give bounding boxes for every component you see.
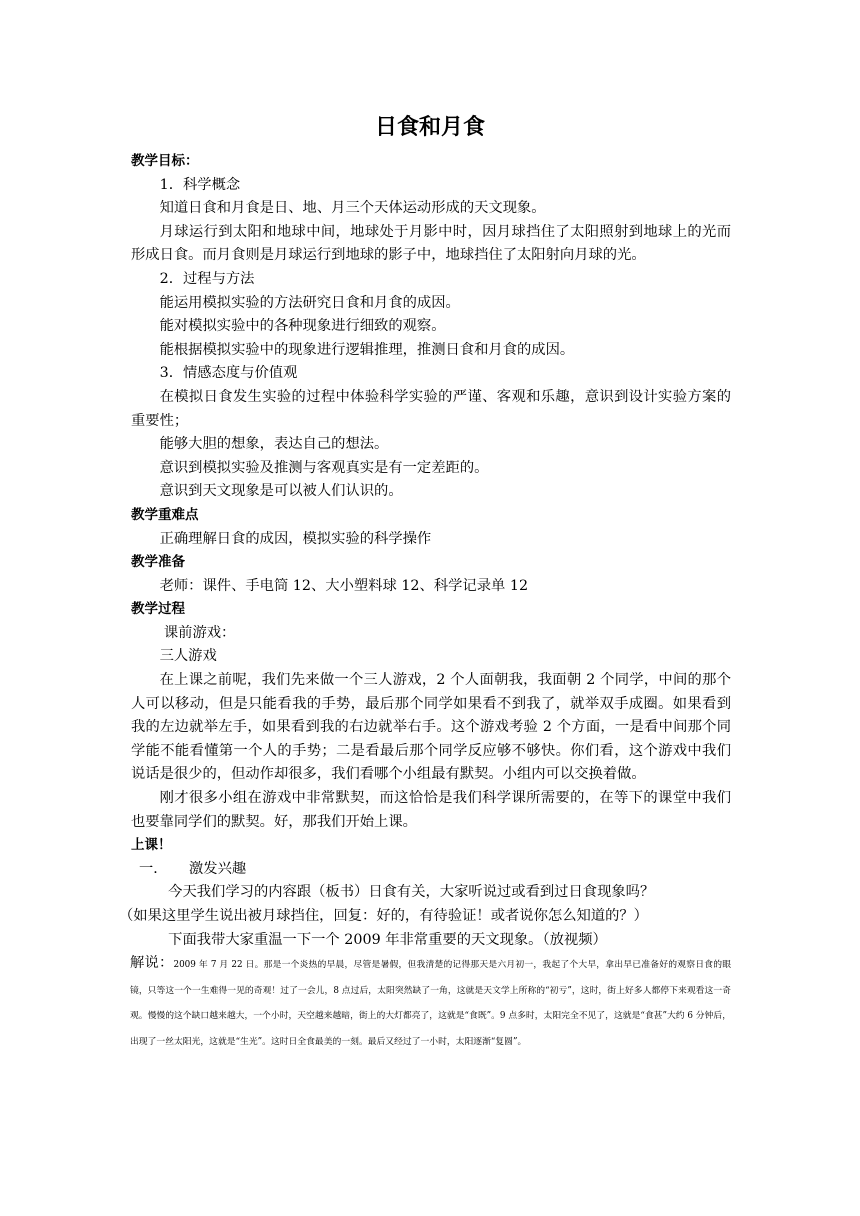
paragraph: 下面我带大家重温一下一个 2009 年非常重要的天文现象。（放视频） (168, 931, 607, 948)
narration (130, 952, 731, 1054)
page-title: 日食和月食 (374, 115, 485, 140)
heading-process: 教学过程 (131, 601, 185, 618)
paragraph: 今天我们学习的内容跟（板书）日食有关，大家听说过或看到过日食现象吗？ (168, 884, 655, 901)
goal3-title: 3．情感态度与价值观 (159, 365, 298, 382)
heading-class-start: 上课！ (131, 837, 172, 854)
paragraph: 能根据模拟实验中的现象进行逻辑推理，推测日食和月食的成因。 (159, 341, 575, 358)
narration-label: 解说： (130, 955, 174, 972)
paragraph: 知道日食和月食是日、地、月三个天体运动形成的天文现象。 (159, 200, 546, 217)
heading-key-points: 教学重难点 (131, 506, 199, 523)
paragraph: 在上课之前呢，我们先来做一个三人游戏，2 个人面朝我，我面朝 2 个同学，中间的那个人可以移动，但是只能看我的手势，最后那个同学如果看不到我了，就举双手成圈。如果看到我的左边就举左手，如果看到我的右边就举右手。这个游戏考验 2 个方面，一是看中间那个同学能不能看懂第一个人的手势；二是看最后那个同学反应够不够快。你们看，这个游戏中我们说话是很少的，但动作却很多，我们看哪个小组最有默契。小组内可以交换着做。 (131, 672, 731, 783)
heading-preparation: 教学准备 (131, 554, 185, 571)
section-one-heading (131, 858, 731, 882)
heading-goals: 教学目标： (131, 153, 199, 169)
paragraph: 在模拟日食发生实验的过程中体验科学实验的严谨、客观和乐趣，意识到设计实验方案的重要性； (131, 388, 731, 429)
document-body (119, 150, 731, 1054)
narration-text: 2009 年 7 月 22 日。那是一个炎热的早晨，尽管是暑假，但我清楚的记得那天是六月初一，我起了个大早，拿出早已准备好的观察日食的眼镜，只等这一个一生难得一见的奇观！过了一会儿，8 点过后，太阳突然缺了一角，这就是天文学上所称的“初亏”，这时，街上好多人都停下来观看这一奇观。慢慢的这个缺口越来越大，一个小时，天空越来越暗，街上的大灯都亮了，这就是“食既”。9 点多时，太阳完全不见了，这就是“食甚”大约 6 分钟后，出现了一丝太阳光，这就是“生光”。这时日全食最美的一刻。最后又经过了一小时，太阳逐渐“复圆”。 (130, 960, 731, 1047)
paragraph: 月球运行到太阳和地球中间，地球处于月影中时，因月球挡住了太阳照射到地球上的光而形成日食。而月食则是月球运行到地球的影子中，地球挡住了太阳射向月球的光。 (131, 223, 731, 264)
paragraph: 刚才很多小组在游戏中非常默契，而这恰恰是我们科学课所需要的，在等下的课堂中我们也要靠同学们的默契。好，那我们开始上课。 (131, 790, 731, 830)
paragraph: 意识到天文现象是可以被人们认识的。 (159, 483, 403, 500)
section-number: 一． (139, 860, 168, 877)
paragraph: 意识到模拟实验及推测与客观真实是有一定差距的。 (159, 459, 489, 476)
paragraph: 正确理解日食的成因，模拟实验的科学操作 (159, 530, 432, 547)
paragraph: 老师：课件、手电筒 12、大小塑料球 12、科学记录单 12 (159, 577, 529, 594)
pre-class-game-label: 课前游戏： (163, 624, 236, 641)
paragraph: （如果这里学生说出被月球挡住，回复：好的，有待验证！或者说你怎么知道的？） (119, 908, 648, 924)
goal1-title: 1．科学概念 (159, 176, 241, 193)
goal2-title: 2．过程与方法 (159, 270, 255, 287)
paragraph: 能够大胆的想象，表达自己的想法。 (159, 436, 389, 453)
paragraph: 能运用模拟实验的方法研究日食和月食的成因。 (159, 294, 460, 311)
section-title: 激发兴趣 (189, 860, 247, 877)
game-name: 三人游戏 (159, 648, 217, 665)
paragraph: 能对模拟实验中的各种现象进行细致的观察。 (159, 318, 446, 335)
